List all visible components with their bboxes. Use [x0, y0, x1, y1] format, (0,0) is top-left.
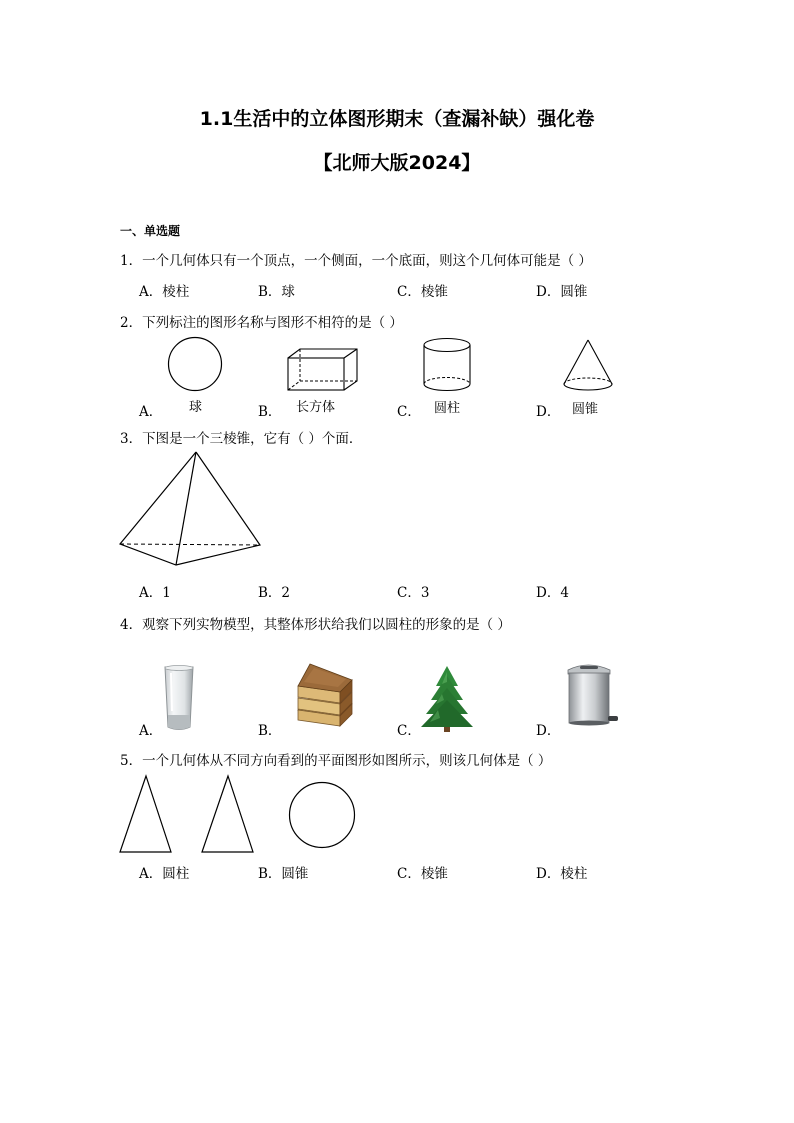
q2-caption-cylinder: 圆柱 — [434, 401, 461, 416]
q2-option-b[interactable]: B． — [258, 404, 282, 420]
q3-option-d[interactable]: D．4 — [536, 585, 569, 601]
q5-option-a[interactable]: A．圆柱 — [139, 866, 190, 882]
question-4-text: 4．观察下列实物模型，其整体形状给我们以圆柱的形象的是（ ） — [120, 617, 511, 633]
side-view-triangle — [201, 775, 255, 855]
q5-option-d[interactable]: D．棱柱 — [536, 866, 588, 882]
top-view-circle — [288, 781, 356, 849]
q2-option-a[interactable]: A． — [139, 404, 163, 420]
front-view-triangle — [119, 775, 173, 855]
q1-option-a[interactable]: A．棱柱 — [139, 284, 190, 300]
q5-option-b[interactable]: B．圆锥 — [258, 866, 309, 882]
q4-option-c[interactable]: C． — [397, 723, 421, 739]
q2-caption-sphere: 球 — [189, 400, 203, 415]
q5-option-c[interactable]: C．棱锥 — [397, 866, 448, 882]
q1-option-d[interactable]: D．圆锥 — [536, 284, 588, 300]
q4-option-d[interactable]: D． — [536, 723, 561, 739]
page-title: 1.1生活中的立体图形期末（查漏补缺）强化卷 — [199, 108, 595, 130]
question-5-text: 5．一个几何体从不同方向看到的平面图形如图所示，则该几何体是（ ） — [120, 753, 552, 769]
q2-option-c[interactable]: C． — [397, 404, 421, 420]
q2-option-d[interactable]: D． — [536, 404, 561, 420]
q4-option-a[interactable]: A． — [139, 723, 163, 739]
pine-tree-image — [418, 664, 476, 734]
page-subtitle: 【北师大版2024】 — [313, 152, 481, 174]
q2-cuboid-figure — [287, 348, 359, 392]
stacked-books-image — [294, 660, 356, 728]
drinking-glass-image — [162, 665, 196, 733]
triangular-pyramid-figure — [118, 451, 263, 569]
trash-can-image — [564, 658, 620, 728]
q2-cylinder-figure — [423, 337, 473, 393]
q4-option-b[interactable]: B． — [258, 723, 282, 739]
question-2-text: 2．下列标注的图形名称与图形不相符的是（ ） — [120, 315, 403, 331]
q2-caption-cuboid: 长方体 — [296, 400, 336, 415]
q1-option-b[interactable]: B．球 — [258, 284, 295, 300]
question-1-text: 1．一个几何体只有一个顶点，一个侧面，一个底面，则这个几何体可能是（ ） — [120, 253, 592, 269]
q2-cone-figure — [563, 339, 615, 393]
section-heading: 一、单选题 — [120, 224, 181, 238]
q3-option-b[interactable]: B．2 — [258, 585, 291, 601]
q3-option-a[interactable]: A．1 — [139, 585, 171, 601]
q3-option-c[interactable]: C．3 — [397, 585, 430, 601]
q2-sphere-figure — [167, 337, 223, 391]
q1-option-c[interactable]: C．棱锥 — [397, 284, 448, 300]
q2-caption-cone: 圆锥 — [572, 402, 599, 417]
question-3-text: 3．下图是一个三棱锥，它有（ ）个面． — [120, 431, 363, 447]
